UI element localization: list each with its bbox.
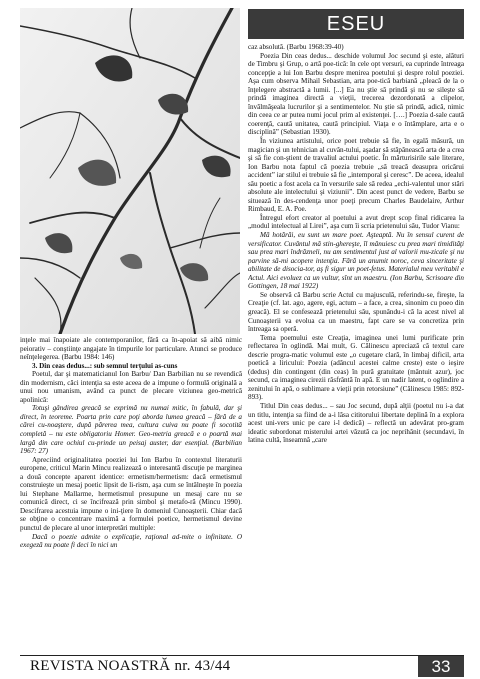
paragraph: Poezia Din ceas dedus... deschide volumul Joc secund şi este, alături de Timbru şi Grup, o artă poe-tică: în cele opt versuri, ea cuprinde întreaga concepţie a lui Ion Barbu despre menirea poetului şi despre rolul poeziei. Aşa cum observa Mihail Sebastian, arta poe-tică barbiană „pleacă de la o înţelegere abstractă a lumii. [...] Ea nu ştie să prindă şi nu se sileşte să prindă imaginea directă a vieţii, trecerea dezordonată a clipelor, învălmăşeala lucrurilor şi a sentimentelor. Nu ştie să prindă, adică, nimic din ceea ce ar putea numi jocul prim al existenţei. [….] Poezia d-sale caută coerenţă, caută unitatea, caută principiul. Viaţa e o întâmplare, arta e o disciplină” (Sebastian 1930). bbox=[248, 51, 464, 137]
branch-photo bbox=[20, 8, 240, 334]
paragraph: Apreciind originalitatea poeziei lui Ion Barbu în contextul literaturii europene, criticul Marin Mincu realizează o interesantă discuţie pe marginea a două concepte aparent identice: ermetism/hermetism: dacă ermetismul construieşte un mesaj poetic lipsit de li-rism, aşa cum se întâlneşte în poezia lui Stephane Mallarme, hermetismul presupune un mesaj care nu se comunică direct, ci se încifrează prin simbol şi metafo-ră (Mincu 1990). Descifrarea acestuia impune o ini-ţiere în domeniul Cunoaşterii. Chiar dacă se obţine o concentrare maximă a formulei poetice, hermetismul devine punctul de plecare al unor interpretări multiple: bbox=[20, 455, 242, 533]
right-column bbox=[248, 43, 464, 651]
paragraph: Se observă că Barbu scrie Actul cu majusculă, referindu-se, fireşte, la Creaţie (cf. lat. ago, agere, egi, actum – a face, a crea, sinonim cu poeo din greacă). El se confesează prietenului său, spunându-i că la acest nivel al Cunoaşterii va evolua ca un maestru, fapt care se va concretiza prin întreaga sa operă. bbox=[248, 290, 464, 334]
paragraph: Tema poemului este Creaţia, imaginea unei lumi purificate prin reflectarea în oglindă. Mai mult, G. Călinescu apreciază că textul care descrie progra-matic volumul este „o cugetare clară, în limbaj dificil, arta poetică a liricului: Poezia (adâncul acestei calme creste) este o ieşire (dedus) din contingent (din ceas) în pură gratuitate (mântuit azur), joc secund, ca imaginea cirezii răsfrântă în apă. E un nadir latent, o oglindire a zenitului în apă, o sublimare a vieţii prin retorsiune” (Călinescu 1985: 892-893). bbox=[248, 333, 464, 402]
section-header bbox=[248, 9, 464, 39]
page-number: 33 bbox=[418, 656, 464, 677]
section-subtitle: 3. Din ceas dedus...: sub semnul terţului as-cuns bbox=[32, 361, 178, 370]
page-footer bbox=[20, 655, 464, 678]
magazine-title: REVISTA NOASTRĂ nr. 43/44 bbox=[30, 658, 231, 674]
quotation: Dacă o poezie admite o explicaţie, raţional ad-mite o infinitate. O exegeză nu poate fi deci în nici un bbox=[20, 532, 242, 550]
paragraph: Întregul efort creator al poetului a avut drept scop final ridicarea la „modul intelectual al Lirei”, aşa cum îi scria prietenului său, Tudor Vianu: bbox=[248, 213, 464, 231]
left-column bbox=[20, 336, 242, 651]
paragraph: În viziunea artistului, orice poet trebuie să fie, în egală măsură, un magician şi un tehnician al cuvân-tului, aşadar să stăpânească arta de a crea şi să fie con-ştient de travaliul actului poetic. În mărturisirile sale literare, Ion Barbu nota faptul că poezia trebuie „să treacă deasupra oricărui accident” iar stilul ei trebuie să fie „intemporal şi ceresc”. De aceea, idealul său poetic a fost acela ca în versurile sale să redea „echi-valentul unor stări absolute ale intelectului şi viziunii”. Din acest punct de vedere, Barbu se situează în des-cendenţa unor poeţi precum Charles Baudelaire, Arthur Rimbaud, E. A. Poe. bbox=[248, 137, 464, 214]
paragraph: Titlul Din ceas dedus... – sau Joc secund, după alţii (poetul nu i-a dat un titlu, intenţia sa fiind de a-i lăsa cititorului libertate deplină în a explora acest uni-vers unic pe care i-l dedică) – reflectă un adevărat pro-gram ideatic subordonat misterului artei văzută ca joc neprihănit (secundavi, în latina cultă, înseamnă „care bbox=[248, 401, 464, 445]
quotation: Totuşi gândirea greacă se exprimă nu numai mitic, în fabulă, dar şi direct, în teoreme. Poarta prin care poţi aborda lumea greacă – fără de a cărei cu-noaştere, după părerea mea, cultura cuiva nu poate fi socotită completă – nu este obligatoriu Homer. Geo-metria greacă e o poartă mai largă din care ochiul cu-prinde un peisaj auster, dar esenţial. (Barbilian 1967: 27) bbox=[20, 404, 242, 456]
paragraph: Poetul, dar şi matematicianul Ion Barbu/ Dan Barbilian nu se revendică din modernism, căci intenţia sa este aceea de a impune o formulă originală a unui nou umanism, având ca punct de plecare viziunea geo-metrică apolinică: bbox=[20, 370, 242, 404]
paragraph: inţele mai înapoiate ale contemporanilor, fără ca în-apoiat să aibă nimic peiorativ – conştiinţe angajate în timpurile lor particulare. Atunci se produce neînţelegerea. (Barbu 1984: 146) bbox=[20, 336, 242, 362]
section-title: ESEU bbox=[326, 12, 386, 35]
quotation: Mă hotărăi, eu sunt un mare poet. Aşteaptă. Nu în sensul curent de versificator. Cuvântul mă stin-ghereşte, îl mânuiesc cu prea mari timidităţi sau prea mari îndrăzneli, nu am sentimentul just al valorii mu-zicale şi nu parvine să-mi acopere intenţia. Fără un anumit noroc, ceva sinceritate şi abilitate de disocia-tor, aş fi sigur un poet-fetus. Materialul meu veritabil e Actul. Aici evoluez ca un vultur, sînt un maestru. (Ion Barbu, Scrisoare din Gottingen, 18 mai 1922) bbox=[248, 231, 464, 291]
paragraph: caz absolută. (Barbu 1968:39-40) bbox=[248, 43, 344, 51]
